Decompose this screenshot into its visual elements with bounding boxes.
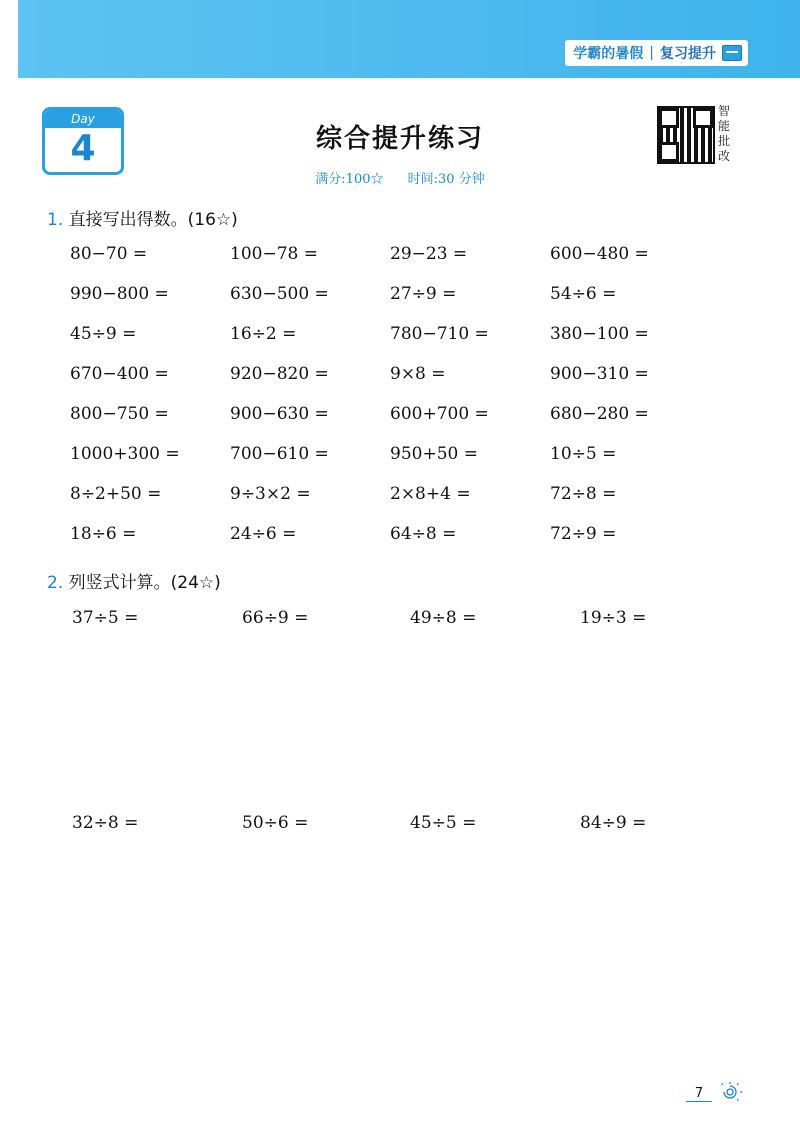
page-number: 7 — [686, 1086, 712, 1102]
brand-subtitle: 复习提升 — [660, 46, 716, 62]
problem: 900−630 = — [230, 404, 329, 424]
problem: 18÷6 = — [70, 524, 137, 544]
problem: 100−78 = — [230, 244, 318, 264]
problem: 1000+300 = — [70, 444, 180, 464]
problem: 9×8 = — [390, 364, 446, 384]
page-title: 综合提升练习 — [315, 124, 484, 154]
problem: 10÷5 = — [550, 444, 617, 464]
problem: 37÷5 = — [72, 608, 139, 628]
day-label: Day — [45, 110, 121, 128]
problem: 32÷8 = — [72, 813, 139, 833]
problem: 19÷3 = — [580, 608, 647, 628]
problem: 64÷8 = — [390, 524, 457, 544]
section-1-text: 直接写出得数。(16☆) — [68, 210, 238, 230]
section-2-number: 2. — [47, 573, 64, 593]
problem: 72÷9 = — [550, 524, 617, 544]
problem: 950+50 = — [390, 444, 478, 464]
section-1-number: 1. — [47, 210, 64, 230]
problem: 780−710 = — [390, 324, 489, 344]
problem: 630−500 = — [230, 284, 329, 304]
problem: 29−23 = — [390, 244, 468, 264]
problem: 84÷9 = — [580, 813, 647, 833]
problem: 600−480 = — [550, 244, 649, 264]
section-2-text: 列竖式计算。(24☆) — [68, 573, 221, 593]
problem: 49÷8 = — [410, 608, 477, 628]
problem: 27÷9 = — [390, 284, 457, 304]
book-icon — [722, 45, 742, 61]
problem: 16÷2 = — [230, 324, 297, 344]
problem: 45÷9 = — [70, 324, 137, 344]
problem: 45÷5 = — [410, 813, 477, 833]
problem: 9÷3×2 = — [230, 484, 311, 504]
problem: 2×8+4 = — [390, 484, 471, 504]
problem: 680−280 = — [550, 404, 649, 424]
problem: 50÷6 = — [242, 813, 309, 833]
problem: 600+700 = — [390, 404, 489, 424]
section-1-title — [47, 205, 238, 230]
brand-name: 学霸的暑假 — [573, 46, 644, 62]
problem: 8÷2+50 = — [70, 484, 162, 504]
vertical-calc-row-2 — [72, 813, 750, 833]
vertical-calc-row-1 — [72, 608, 750, 628]
section-2-title — [47, 568, 221, 593]
problem: 80−70 = — [70, 244, 148, 264]
swirl-icon — [717, 1082, 743, 1102]
problem: 700−610 = — [230, 444, 329, 464]
problem: 24÷6 = — [230, 524, 297, 544]
problem: 800−750 = — [70, 404, 169, 424]
problem: 900−310 = — [550, 364, 649, 384]
full-score: 满分:100☆ — [315, 172, 384, 187]
score-time-info — [0, 168, 800, 187]
qr-code-icon[interactable] — [657, 106, 715, 164]
problem: 54÷6 = — [550, 284, 617, 304]
problem: 670−400 = — [70, 364, 169, 384]
problem: 920−820 = — [230, 364, 329, 384]
time-limit: 时间:30 分钟 — [407, 172, 485, 187]
mental-math-grid — [70, 244, 710, 564]
problem: 990−800 = — [70, 284, 169, 304]
qr-label: 智能批改 — [718, 104, 731, 163]
problem: 380−100 = — [550, 324, 649, 344]
brand-label — [565, 40, 748, 66]
header-banner — [18, 0, 800, 78]
problem: 66÷9 = — [242, 608, 309, 628]
brand-separator: | — [649, 45, 654, 61]
problem: 72÷8 = — [550, 484, 617, 504]
day-number: 4 — [70, 128, 96, 169]
